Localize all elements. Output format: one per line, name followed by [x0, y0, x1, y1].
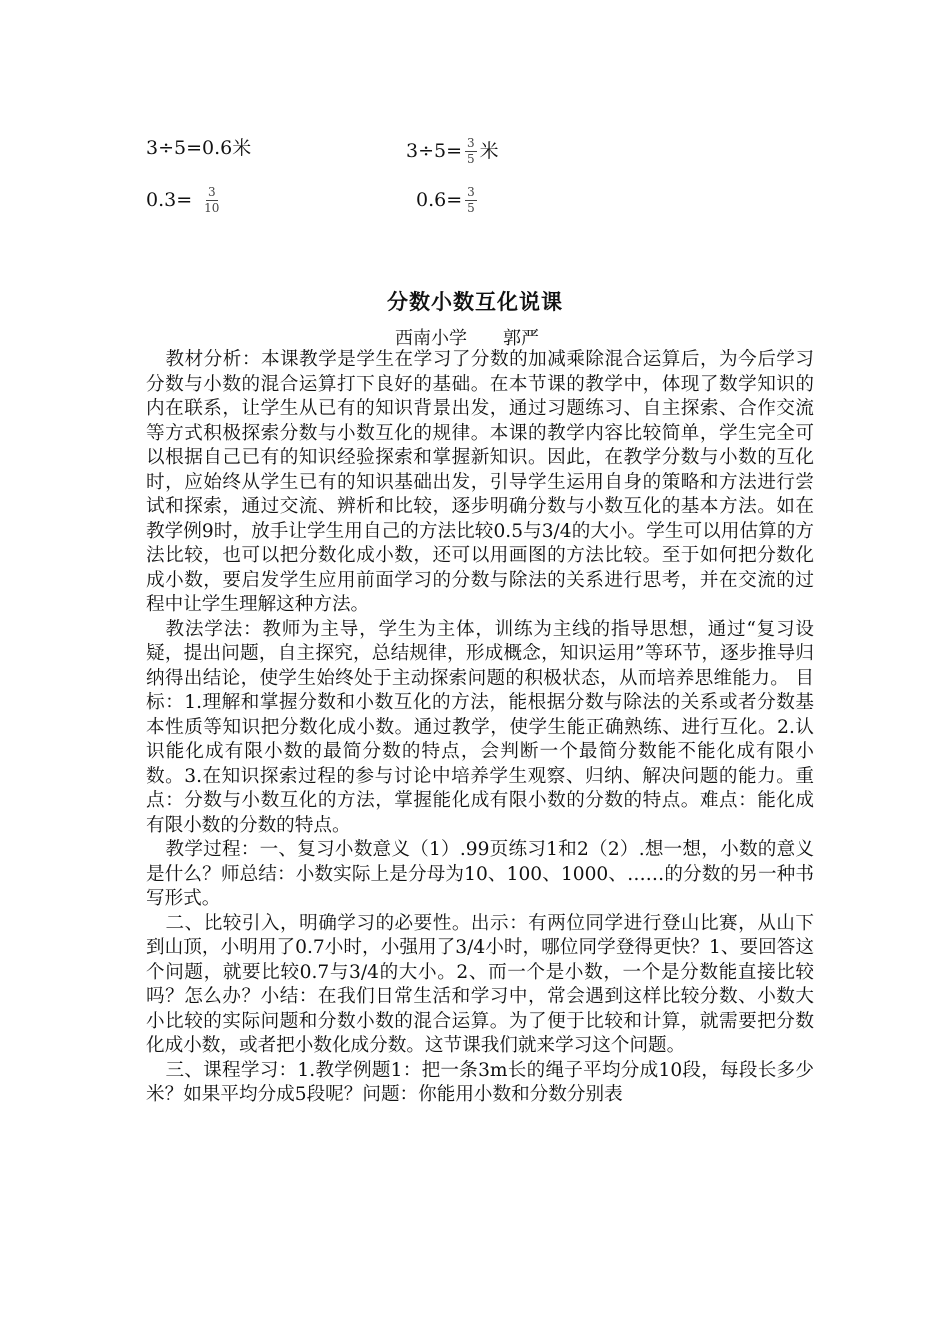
fraction-denominator: 5	[467, 151, 475, 166]
equation-prefix: 0.6=	[416, 188, 463, 211]
fraction-numerator: 3	[467, 184, 475, 199]
equation-fraction-result	[406, 131, 499, 171]
equation-decimal-to-fraction-2	[416, 180, 480, 220]
document-body	[146, 348, 814, 1108]
paragraph-teaching-methods: 教法学法：教师为主导，学生为主体，训练为主线的指导思想，通过“复习设疑，提出问题，自主探究，总结规律，形成概念，知识运用”等环节，逐步推导归纳得出结论，使学生始终处于主动探索问题的积极状态，从而培养思维能力。 目标：1.理解和掌握分数和小数互化的方法，能根据分数与除法的关系或者分数基本性质等知识把分数化成小数。通过教学，使学生能正确熟练、进行互化。2.认识能化成有限小数的最简分数的特点，会判断一个最简分数能不能化成有限小数。3.在知识探索过程的参与讨论中培养学生观察、归纳、解决问题的能力。重点：分数与小数互化的方法，掌握能化成有限小数的分数的特点。难点：能化成有限小数的分数的特点。	[146, 618, 814, 836]
fraction	[465, 137, 477, 165]
author-name: 郭严	[503, 328, 539, 349]
paragraph-teaching-process: 教学过程：一、复习小数意义（1）.99页练习1和2（2）.想一想，小数的意义是什么？师总结：小数实际上是分母为10、100、1000、……的分数的另一种书写形式。	[146, 839, 814, 909]
equation-prefix: 3÷5=	[406, 139, 463, 162]
paragraph-material-analysis: 教材分析：本课教学是学生在学习了分数的加减乘除混合运算后，为今后学习分数与小数的混合运算打下良好的基础。在本节课的教学中，体现了数学知识的内在联系，让学生从已有的知识背景出发，通过习题练习、自主探索、合作交流等方式积极探索分数与小数互化的规律。本课的教学内容比较简单，学生完全可以根据自己已有的知识经验探索和掌握新知识。因此，在教学分数与小数的互化时，应始终从学生已有的知识基础出发，引导学生运用自身的策略和方法进行尝试和探索，通过交流、辨析和比较，逐步明确分数与小数互化的基本方法。如在教学例9时，放手让学生用自己的方法比较0.5与3/4的大小。学生可以用估算的方法比较，也可以把分数化成小数，还可以用画图的方法比较。至于如何把分数化成小数，要启发学生应用前面学习的分数与除法的关系进行思考，并在交流的过程中让学生理解这种方法。	[146, 349, 814, 615]
fraction-denominator: 5	[467, 200, 475, 215]
fraction-denominator: 10	[204, 200, 220, 215]
fraction	[204, 186, 219, 214]
fraction-numerator: 3	[467, 135, 475, 150]
equation-text: 3÷5=0.6米	[146, 136, 252, 159]
fraction-numerator: 3	[207, 184, 216, 199]
fraction	[465, 186, 477, 214]
author-line	[395, 324, 539, 350]
equation-prefix: 0.3=	[146, 188, 193, 211]
paragraph-course-learning: 三、课程学习：1.教学例题1：把一条3m长的绳子平均分成10段，每段长多少米？如果平均分成5段呢？问题：你能用小数和分数分别表	[146, 1059, 814, 1105]
equation-decimal-result	[146, 138, 251, 158]
author-school: 西南小学	[395, 328, 467, 349]
paragraph-comparison-intro: 二、比较引入，明确学习的必要性。出示：有两位同学进行登山比赛，从山下到山顶，小明用了0.7小时，小强用了3/4小时，哪位同学登得更快？1、要回答这个问题，就要比较0.7与3/4的大小。2、而一个是小数，一个是分数能直接比较吗？怎么办？小结：在我们日常生活和学习中，常会遇到这样比较分数、小数大小比较的实际问题和分数小数的混合运算。为了便于比较和计算，就需要把分数化成小数，或者把小数化成分数。这节课我们就来学习这个问题。	[146, 912, 814, 1056]
equation-decimal-to-fraction-1	[146, 180, 222, 220]
document-title: 分数小数互化说课	[387, 289, 563, 314]
equation-suffix: 米	[479, 139, 499, 162]
